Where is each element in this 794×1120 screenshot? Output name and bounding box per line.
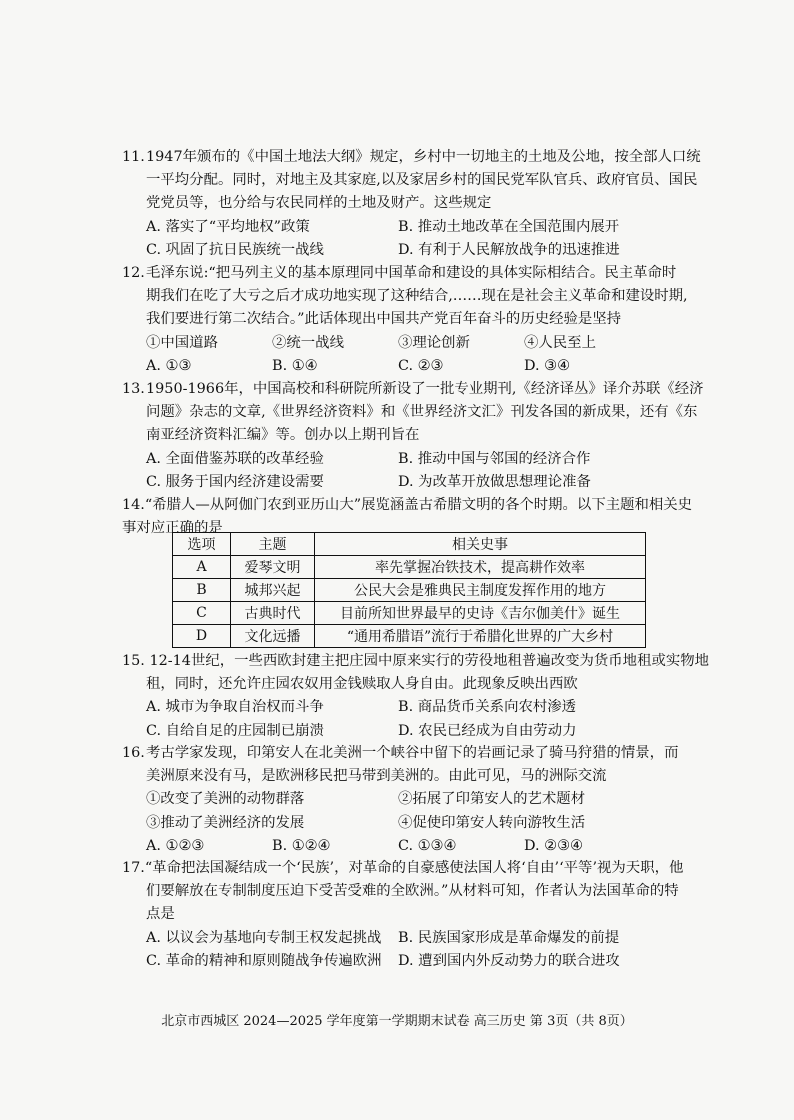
question-text-line: 事对应正确的是 bbox=[122, 520, 223, 537]
question-number: 11. bbox=[122, 149, 145, 165]
options-row bbox=[146, 950, 674, 973]
option-b: B. 推动中国与邻国的经济合作 bbox=[398, 450, 591, 467]
question-text-line: 考古学家发现，印第安人在北美洲一个峡谷中留下的岩画记录了骑马狩猎的情景，而 bbox=[146, 745, 679, 761]
table-row bbox=[173, 602, 646, 625]
option-a: A. 以议会为基地向专制王权发起挑战 bbox=[146, 929, 382, 946]
question-13 bbox=[122, 378, 704, 494]
question-text-line: 1950-1966年，中国高校和科研院所新设了一批专业期刊,《经济译丛》译介苏联《经济 bbox=[146, 381, 704, 397]
question-17 bbox=[122, 857, 684, 973]
item-4: ④促使印第安人转向游牧生活 bbox=[398, 814, 586, 831]
question-text-line bbox=[122, 494, 693, 517]
question-text-line: 1947年颁布的《中国土地法大纲》规定，乡村中一切地主的土地及公地，按全部人口统 bbox=[146, 149, 701, 165]
question-15 bbox=[122, 650, 710, 743]
question-number: 15. bbox=[122, 653, 145, 669]
question-number: 13. bbox=[122, 381, 145, 397]
table-header-cell: 相关史事 bbox=[315, 533, 646, 556]
table-header-cell: 主题 bbox=[231, 533, 315, 556]
option-d: D. 遭到国内外反动势力的联合进攻 bbox=[398, 952, 620, 969]
items-row bbox=[146, 332, 674, 355]
items-row bbox=[146, 812, 674, 835]
table-cell: 城邦兴起 bbox=[231, 579, 315, 602]
table-row bbox=[173, 556, 646, 579]
table-header-row bbox=[173, 533, 646, 556]
question-text-line: 毛泽东说:“把马列主义的基本原理同中国革命和建设的具体实际相结合。民主革命时 bbox=[146, 265, 677, 281]
option-c: C. 自给自足的庄园制已崩溃 bbox=[146, 722, 324, 739]
question-text-start: “希腊人—从阿伽门农到亚历山大”展览涵盖古希腊文明的各个时期。以下主题和相关史 bbox=[144, 497, 693, 513]
item-1: ①中国道路 bbox=[146, 334, 218, 351]
options-row bbox=[146, 696, 674, 719]
option-b: B. 民族国家形成是革命爆发的前提 bbox=[398, 929, 620, 946]
option-b: B. ①②④ bbox=[272, 837, 331, 854]
question-11 bbox=[122, 146, 701, 262]
table-header-cell: 选项 bbox=[173, 533, 231, 556]
options-row bbox=[146, 216, 674, 239]
table-row bbox=[173, 579, 646, 602]
item-3: ③理论创新 bbox=[398, 334, 470, 351]
item-2: ②统一战线 bbox=[272, 334, 344, 351]
question-number: 16. bbox=[122, 745, 145, 761]
item-4: ④人民至上 bbox=[524, 334, 596, 351]
options-row bbox=[146, 448, 674, 471]
table-cell: 古典时代 bbox=[231, 602, 315, 625]
item-3: ③推动了美洲经济的发展 bbox=[146, 814, 305, 831]
table-cell: C bbox=[173, 602, 231, 625]
options-row bbox=[146, 720, 674, 743]
question-number: 14. bbox=[122, 497, 145, 513]
question-number: 12. bbox=[122, 265, 145, 281]
table-cell: 率先掌握冶铁技术，提高耕作效率 bbox=[315, 556, 646, 579]
option-d: D. ②③④ bbox=[524, 837, 583, 854]
option-a: A. 城市为争取自治权而斗争 bbox=[146, 699, 324, 716]
question-text-line: 期我们在吃了大亏之后才成功地实现了这种结合,……现在是社会主义革命和建设时期, bbox=[146, 288, 688, 305]
options-row bbox=[146, 835, 674, 858]
option-c: C. ②③ bbox=[398, 357, 444, 374]
options-row bbox=[146, 927, 674, 950]
table-cell: 目前所知世界最早的史诗《吉尔伽美什》诞生 bbox=[315, 602, 646, 625]
question-text-line: 一平均分配。同时，对地主及其家庭,以及家居乡村的国民党军队官兵、政府官员、国民 bbox=[146, 172, 698, 189]
question-text-line: 美洲原来没有马，是欧洲移民把马带到美洲的。由此可见，马的洲际交流 bbox=[146, 768, 607, 785]
item-1: ①改变了美洲的动物群落 bbox=[146, 791, 305, 808]
table-row bbox=[173, 625, 646, 648]
table-cell: D bbox=[173, 625, 231, 648]
option-d: D. 农民已经成为自由劳动力 bbox=[398, 722, 577, 739]
table-cell: “通用希腊语”流行于希腊化世界的广大乡村 bbox=[315, 625, 646, 648]
table-cell: 文化远播 bbox=[231, 625, 315, 648]
question-number: 17. bbox=[122, 860, 145, 876]
question-text-line bbox=[122, 857, 684, 880]
question-text-line bbox=[122, 650, 710, 673]
options-row bbox=[146, 239, 674, 262]
table-cell: 公民大会是雅典民主制度发挥作用的地方 bbox=[315, 579, 646, 602]
table-cell: 爱琴文明 bbox=[231, 556, 315, 579]
page-footer: 北京市西城区 2024—2025 学年度第一学期期末试卷 高三历史 第 3页（共 8页） bbox=[161, 1014, 633, 1029]
option-d: D. 为改革开放做思想理论准备 bbox=[398, 473, 591, 490]
question-text-line: 租，同时，还允许庄园农奴用金钱赎取人身自由。此现象反映出西欧 bbox=[146, 676, 578, 693]
question-12 bbox=[122, 262, 688, 378]
option-d: D. 有利于人民解放战争的迅速推进 bbox=[398, 241, 620, 258]
question-text-line: 党党员等，也分给与农民同样的土地及财产。这些规定 bbox=[146, 195, 492, 212]
items-row bbox=[146, 788, 674, 811]
option-d: D. ③④ bbox=[524, 357, 570, 374]
history-table bbox=[172, 532, 646, 648]
table-cell: A bbox=[173, 556, 231, 579]
question-text-line: 南亚经济资料汇编》等。创办以上期刊旨在 bbox=[146, 427, 420, 444]
question-text-line: 点是 bbox=[146, 906, 175, 923]
question-text-line: 问题》杂志的文章,《世界经济资料》和《世界经济文汇》刊发各国的新成果，还有《东 bbox=[146, 404, 698, 421]
options-row bbox=[146, 471, 674, 494]
option-a: A. 落实了“平均地权”政策 bbox=[146, 218, 310, 235]
option-c: C. 巩固了抗日民族统一战线 bbox=[146, 241, 324, 258]
option-c: C. ①③④ bbox=[398, 837, 457, 854]
option-b: B. 推动土地改革在全国范围内展开 bbox=[398, 218, 620, 235]
option-b: B. 商品货币关系向农村渗透 bbox=[398, 699, 577, 716]
item-2: ②拓展了印第安人的艺术题材 bbox=[398, 791, 586, 808]
option-c: C. 服务于国内经济建设需要 bbox=[146, 473, 324, 490]
option-a: A. ①③ bbox=[146, 357, 192, 374]
question-text-start: “革命把法国凝结成一个‘民族’，对革命的自豪感使法国人将‘自由’‘平等’视为天职，他 bbox=[144, 860, 684, 876]
option-a: A. ①②③ bbox=[146, 837, 205, 854]
question-text-line: 们要解放在专制制度压迫下受苦受难的全欧洲。”从材料可知，作者认为法国革命的特 bbox=[146, 883, 679, 900]
options-row bbox=[146, 355, 674, 378]
question-text-line: 我们要进行第二次结合。”此话体现出中国共产党百年奋斗的历史经验是坚持 bbox=[146, 311, 622, 328]
option-c: C. 革命的精神和原则随战争传遍欧洲 bbox=[146, 952, 382, 969]
option-b: B. ①④ bbox=[272, 357, 318, 374]
option-a: A. 全面借鉴苏联的改革经验 bbox=[146, 450, 324, 467]
question-text-start: 12-14世纪，一些西欧封建主把庄园中原来实行的劳役地租普遍改变为货币地租或实物地 bbox=[149, 653, 710, 669]
table-cell: B bbox=[173, 579, 231, 602]
question-16 bbox=[122, 742, 679, 858]
